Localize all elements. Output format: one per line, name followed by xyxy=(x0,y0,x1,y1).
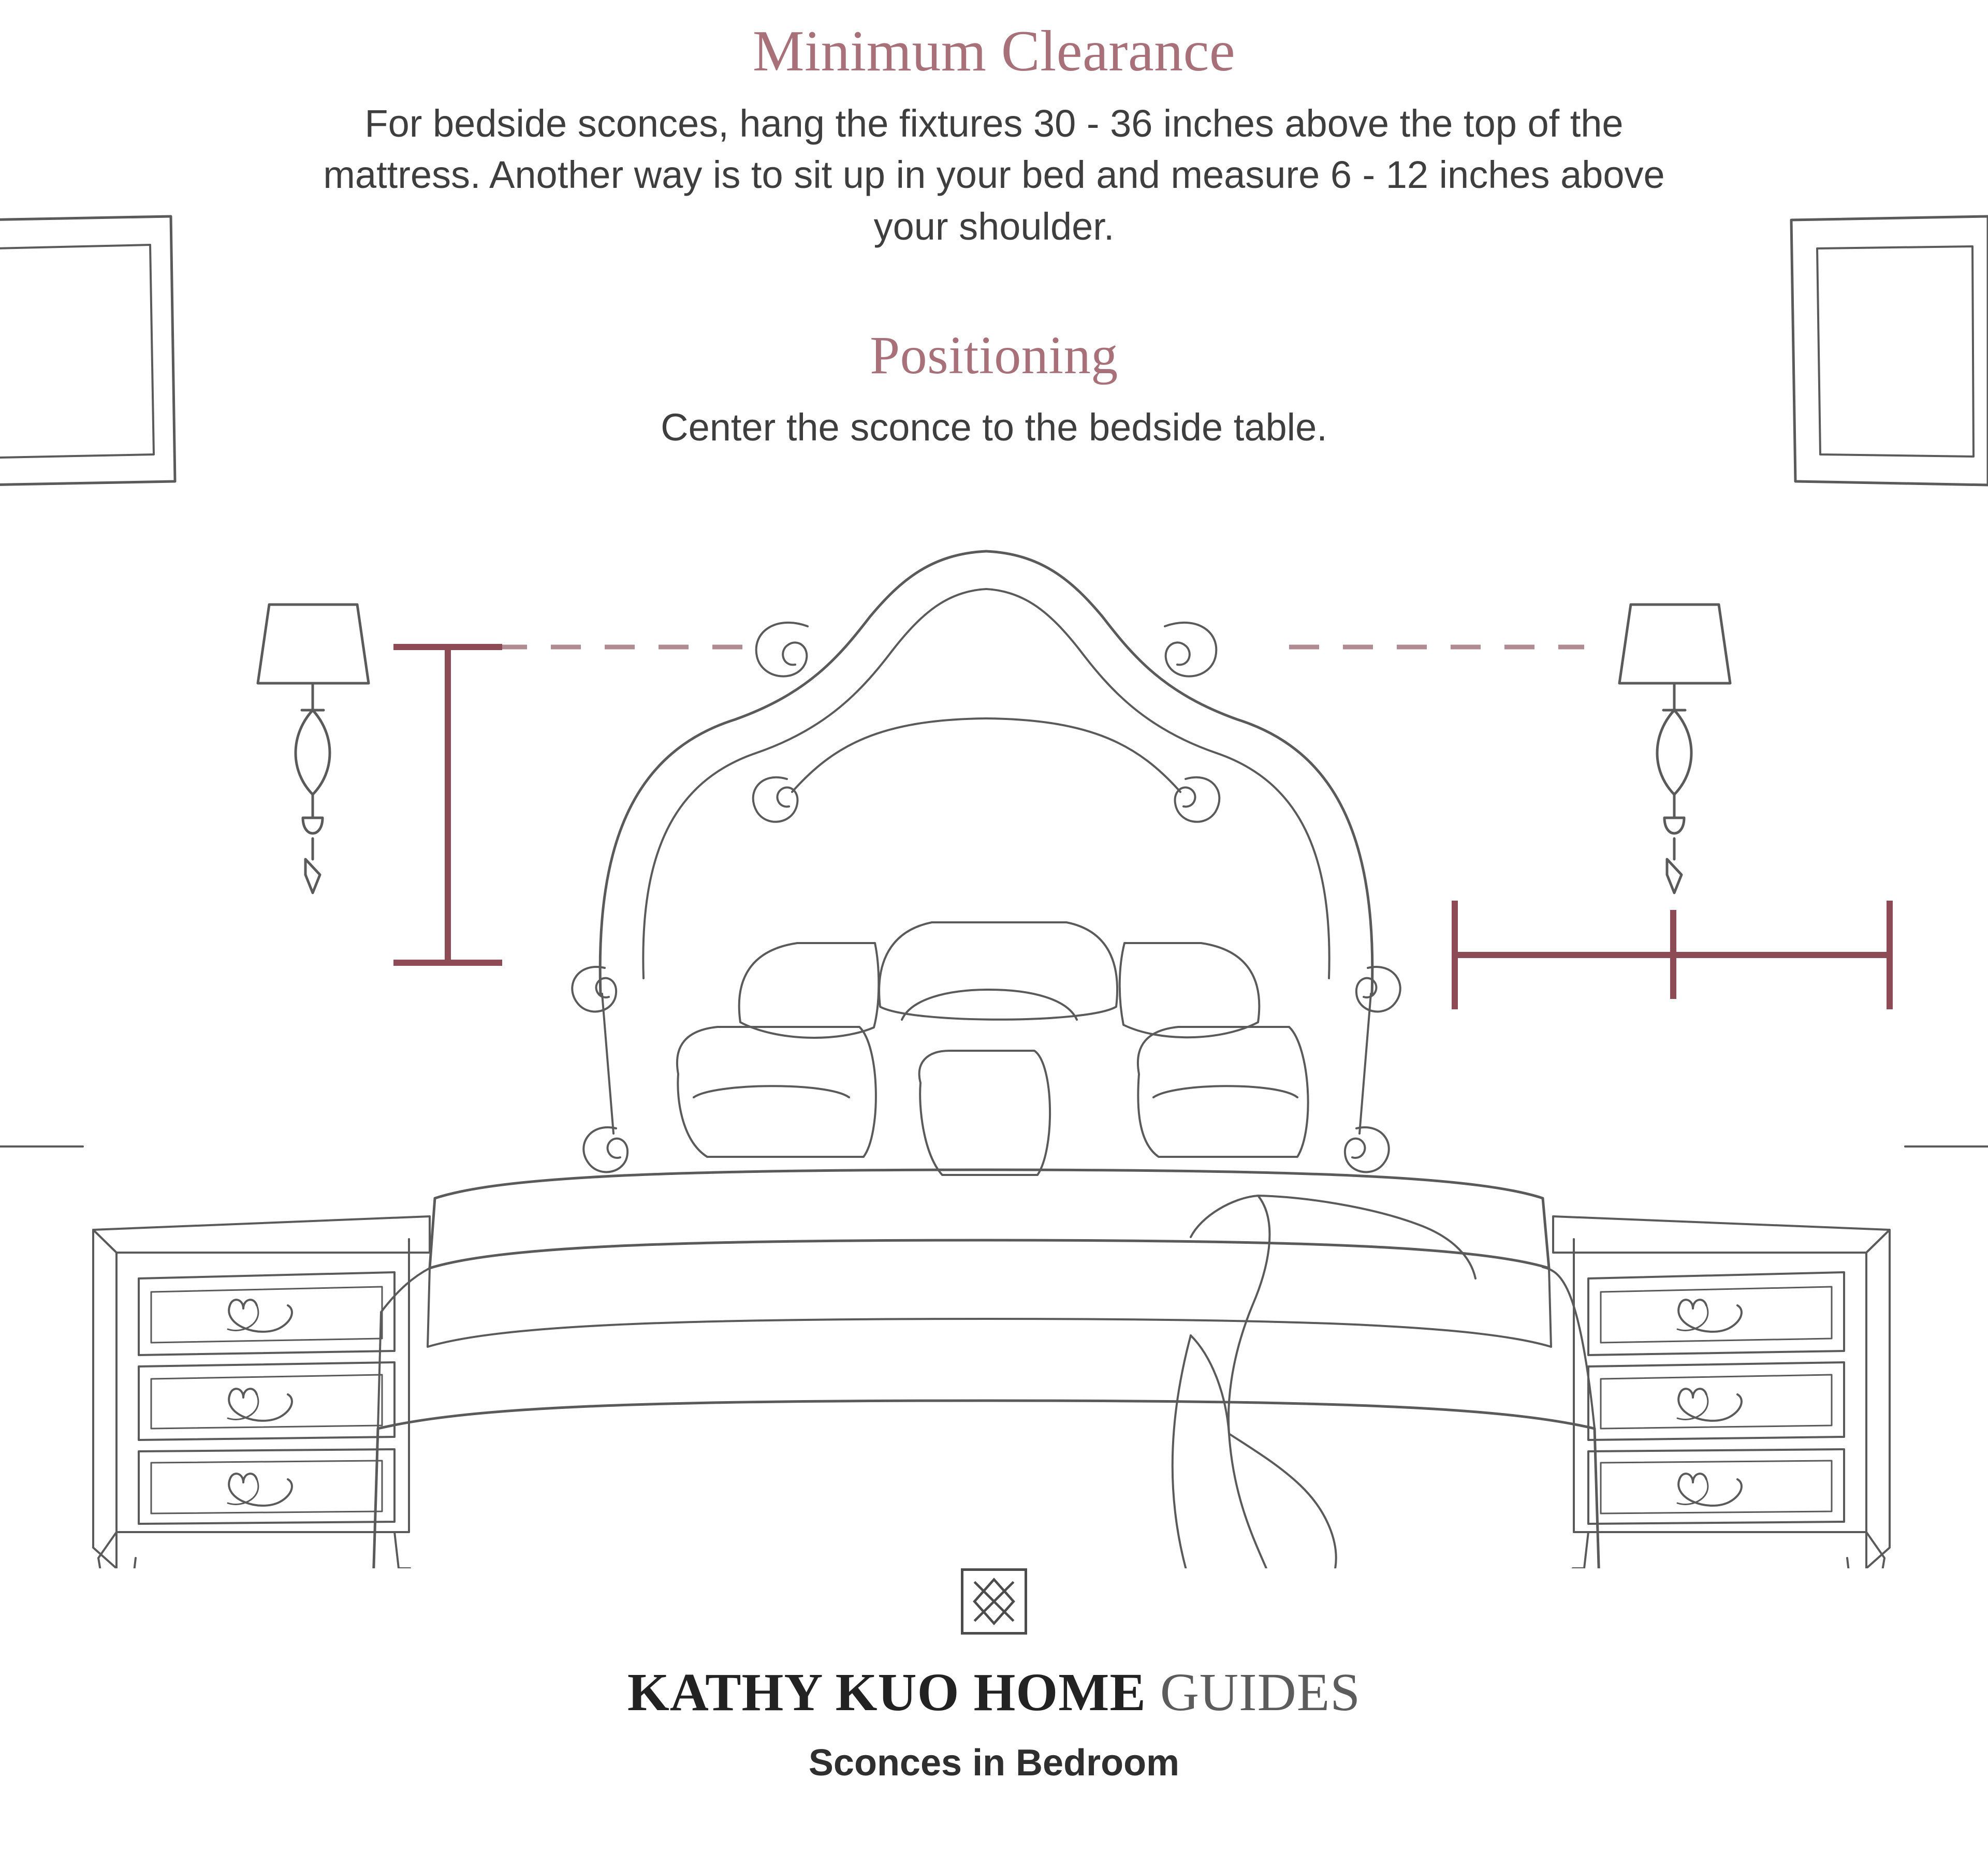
footer xyxy=(0,1568,1988,1784)
clearance-body: For bedside sconces, hang the fixtures 30 - 36 inches above the top of the mattress. Another way is to sit up in your bed and measure 6 - 12 inches above your shoulder. xyxy=(323,102,1665,248)
positioning-body: Center the sconce to the bedside table. xyxy=(661,405,1327,449)
bed-headboard xyxy=(572,551,1400,1172)
bedroom-illustration xyxy=(0,171,1988,1568)
vertical-clearance-measure xyxy=(393,647,502,963)
positioning-heading: Positioning xyxy=(870,325,1118,385)
bed-pillows xyxy=(677,922,1308,1175)
kathy-kuo-home-monogram-icon xyxy=(961,1568,1027,1635)
brand-wordmark xyxy=(0,1661,1988,1723)
wall-art-left xyxy=(0,216,175,485)
sconce-left xyxy=(258,605,369,893)
bed-mattress xyxy=(362,1170,1611,1568)
wall-art-right xyxy=(1791,216,1988,485)
brand-primary: KATHY KUO HOME xyxy=(627,1663,1146,1722)
horizontal-centering-measure xyxy=(1455,901,1890,1009)
sconce-right xyxy=(1619,605,1730,893)
brand-secondary: GUIDES xyxy=(1160,1663,1361,1722)
guide-subtitle: Sconces in Bedroom xyxy=(808,1742,1180,1784)
nightstand-right xyxy=(1553,1216,1890,1568)
clearance-heading: Minimum Clearance xyxy=(752,19,1236,83)
